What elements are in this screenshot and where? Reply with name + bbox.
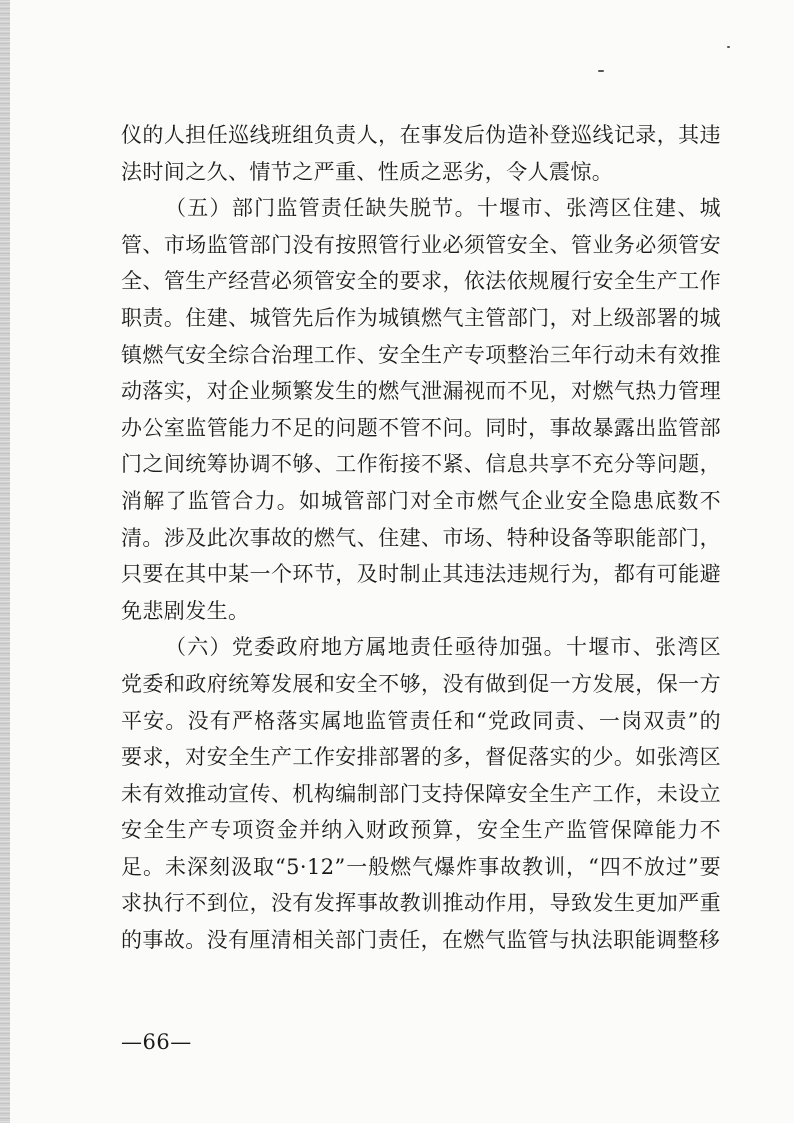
scan-speck: [727, 46, 730, 48]
paragraph-continuation: 仪的人担任巡线班组负责人，在事发后伪造补登巡线记录，其违法时间之久、情节之严重、性质之恶劣，令人震惊。: [121, 123, 721, 184]
page-number: —66—: [121, 1030, 192, 1054]
paragraph-section-5: （五）部门监管责任缺失脱节。十堰市、张湾区住建、城管、市场监管部门没有按照管行业必须管安全、管业务必须管安全、管生产经营必须管安全的要求，依法依规履行安全生产工作职责。住建、城管先后作为城镇燃气主管部门，对上级部署的城镇燃气安全综合治理工作、安全生产专项整治三年行动未有效推动落实，对企业频繁发生的燃气泄漏视而不见，对燃气热力管理办公室监管能力不足的问题不管不问。同时，事故暴露出监管部门之间统筹协调不够、工作衔接不紧、信息共享不充分等问题，消解了监管合力。如城管部门对全市燃气企业安全隐患底数不清。涉及此次事故的燃气、住建、市场、特种设备等职能部门，只要在其中某一个环节，及时制止其违法违规行为，都有可能避免悲剧发生。: [121, 196, 721, 623]
scan-edge: [0, 0, 10, 1123]
document-body: [121, 117, 721, 959]
paragraph-section-6: （六）党委政府地方属地责任亟待加强。十堰市、张湾区党委和政府统筹发展和安全不够，没有做到促一方发展，保一方平安。没有严格落实属地监管责任和“党政同责、一岗双责”的要求，对安全生产工作安排部署的多，督促落实的少。如张湾区未有效推动宣传、机构编制部门支持保障安全生产工作，未设立安全生产专项资金并纳入财政预算，安全生产监管保障能力不足。未深刻汲取“5·12”一般燃气爆炸事故教训，“四不放过”要求执行不到位，没有发挥事故教训推动作用，导致发生更加严重的事故。没有厘清相关部门责任，在燃气监管与执法职能调整移: [121, 635, 721, 953]
scan-speck: [598, 70, 604, 72]
